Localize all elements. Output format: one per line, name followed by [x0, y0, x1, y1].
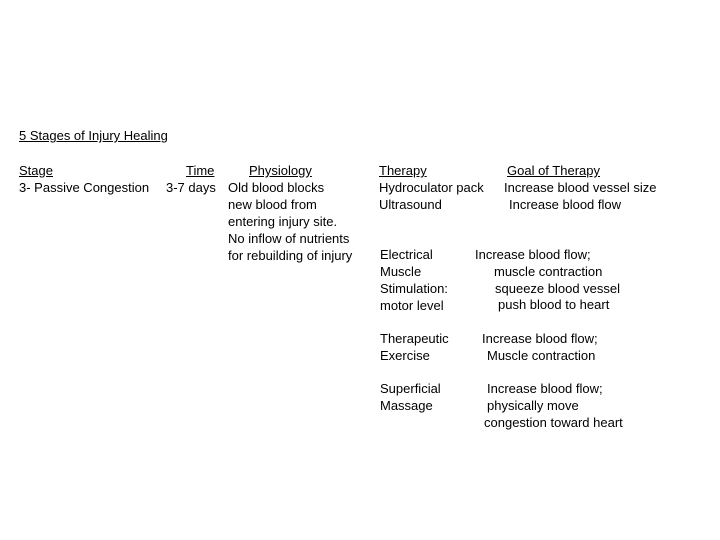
therapy-line: Therapeutic — [380, 331, 449, 346]
physiology-line: new blood from — [228, 197, 317, 212]
stage-time: 3-7 days — [166, 180, 216, 195]
goal-massage-line: Increase blood flow; — [487, 381, 603, 396]
goal-massage-line: congestion toward heart — [484, 415, 623, 430]
goal-exercise-line: Increase blood flow; — [482, 331, 598, 346]
therapy-line: Exercise — [380, 348, 430, 363]
therapy-ultrasound: Ultrasound — [379, 197, 442, 212]
therapy-line: Superficial — [380, 381, 441, 396]
header-stage: Stage — [19, 163, 53, 178]
goal-electrical-line: push blood to heart — [498, 297, 610, 312]
goal-electrical-line: squeeze blood vessel — [495, 281, 621, 296]
goal-ultrasound: Increase blood flow — [509, 197, 622, 212]
physiology-line: for rebuilding of injury — [228, 248, 353, 263]
therapy-superficial-massage — [380, 380, 441, 414]
therapy-electrical-stimulation — [380, 246, 448, 314]
header-time: Time — [186, 163, 215, 178]
physiology-line: No inflow of nutrients — [228, 231, 350, 246]
goal-electrical-line: Increase blood flow; — [475, 247, 591, 262]
header-physiology: Physiology — [249, 163, 312, 178]
goal-massage-line: physically move — [487, 398, 579, 413]
goal-hydroculator: Increase blood vessel size — [504, 180, 657, 195]
physiology-line: entering injury site. — [228, 214, 338, 229]
physiology-text — [228, 179, 352, 264]
goal-electrical-line: muscle contraction — [494, 264, 603, 279]
therapy-therapeutic-exercise — [380, 330, 449, 364]
therapy-line: motor level — [380, 298, 444, 313]
therapy-line: Massage — [380, 398, 433, 413]
goal-exercise-line: Muscle contraction — [487, 348, 596, 363]
physiology-line: Old blood blocks — [228, 180, 325, 195]
header-goal: Goal of Therapy — [507, 163, 600, 178]
therapy-hydroculator: Hydroculator pack — [379, 180, 484, 195]
therapy-line: Muscle — [380, 264, 422, 279]
therapy-line: Stimulation: — [380, 281, 448, 296]
stage-name: 3- Passive Congestion — [19, 180, 150, 195]
header-therapy: Therapy — [379, 163, 427, 178]
therapy-line: Electrical — [380, 247, 433, 262]
page-title: 5 Stages of Injury Healing — [19, 128, 168, 143]
